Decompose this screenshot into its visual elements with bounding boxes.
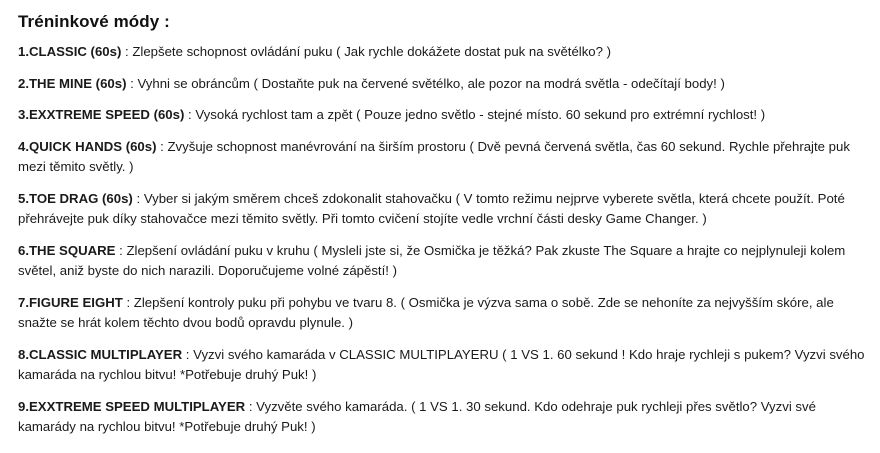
mode-separator: : [122, 294, 134, 310]
mode-name: EXXTREME SPEED [29, 107, 150, 122]
mode-number: 4. [18, 138, 29, 154]
mode-separator: : [132, 190, 144, 206]
mode-number: 9. [18, 398, 29, 414]
mode-description: Zvyšuje schopnost manévrování na širším prostoru ( Dvě pevná červená světla, čas 60 sekund. Rychle přehrajte puk mezi těmito světly. ) [18, 138, 850, 174]
mode-name: EXXTREME SPEED MULTIPLAYER [29, 398, 246, 414]
mode-name: CLASSIC MULTIPLAYER [29, 346, 183, 362]
list-item [18, 42, 866, 63]
list-item [18, 189, 866, 230]
mode-separator: : [121, 44, 133, 59]
mode-separator: : [156, 138, 168, 154]
mode-name: CLASSIC [29, 44, 87, 59]
mode-name: THE MINE [29, 75, 93, 91]
mode-number: 5. [18, 190, 29, 206]
list-item [18, 345, 866, 386]
list-item [18, 74, 866, 95]
mode-description: Vyzvěte svého kamaráda. ( 1 VS 1. 30 sekund. Kdo odehraje puk rychleji přes světlo? Vyzvi své kamarády na rychlou bitvu! *Potřebuje druhý Puk! ) [18, 398, 816, 434]
mode-duration: (60s) [86, 44, 122, 59]
mode-duration: (60s) [98, 190, 133, 206]
mode-description: Vyhni se obráncům ( Dostaňte puk na červené světélko, ale pozor na modrá světla - odečítají body! ) [137, 75, 725, 91]
mode-number: 7. [18, 294, 29, 310]
page-title: Tréninkové módy : [18, 12, 170, 31]
mode-duration: (60s) [149, 107, 185, 122]
mode-duration: (60s) [122, 138, 157, 154]
mode-name: QUICK HANDS [29, 138, 123, 154]
mode-separator: : [182, 346, 194, 362]
list-item [18, 397, 866, 438]
mode-separator: : [245, 398, 257, 414]
mode-number: 1. [18, 44, 29, 59]
mode-number: 8. [18, 346, 29, 362]
mode-name: THE SQUARE [29, 242, 116, 258]
mode-description: Zlepšení ovládání puku v kruhu ( Mysleli jste si, že Osmička je těžká? Pak zkuste The Square a hrajte co nejplynuleji kolem světel, aniž byste do nich narazili. Doporučujeme volné zápěstí! ) [18, 242, 846, 278]
mode-description: Zlepšení kontroly puku při pohybu ve tvaru 8. ( Osmička je výzva sama o sobě. Zde se nehoníte za nejvyšším skóre, ale snažte se hrát kolem těchto dvou bodů opravdu plynule. ) [18, 294, 834, 330]
list-item [18, 293, 866, 334]
mode-name: FIGURE EIGHT [29, 294, 123, 310]
mode-number: 3. [18, 107, 29, 122]
list-item [18, 241, 866, 282]
mode-duration: (60s) [92, 75, 127, 91]
mode-separator: : [126, 75, 138, 91]
mode-name: TOE DRAG [29, 190, 99, 206]
mode-separator: : [184, 107, 196, 122]
list-item [18, 105, 866, 126]
mode-number: 2. [18, 75, 29, 91]
mode-description: Zlepšete schopnost ovládání puku ( Jak rychle dokážete dostat puk na světélko? ) [132, 44, 612, 59]
mode-description: Vyzvi svého kamaráda v CLASSIC MULTIPLAYERU ( 1 VS 1. 60 sekund ! Kdo hraje rychleji s pukem? Vyzvi svého kamaráda na rychlou bitvu! *Potřebuje druhý Puk! ) [18, 346, 865, 382]
mode-description: Vysoká rychlost tam a zpět ( Pouze jedno světlo - stejné místo. 60 sekund pro extrémní rychlost! ) [195, 107, 766, 122]
mode-description: Vyber si jakým směrem chceš zdokonalit stahovačku ( V tomto režimu nejprve vyberete světla, která chcete použít. Poté přehrávejte puk díky stahovačce mezi těmito světly. Při tomto cvičení stojíte vedle vrchní části desky Game Changer. ) [18, 190, 845, 226]
mode-number: 6. [18, 242, 29, 258]
list-item [18, 137, 866, 178]
mode-separator: : [115, 242, 127, 258]
